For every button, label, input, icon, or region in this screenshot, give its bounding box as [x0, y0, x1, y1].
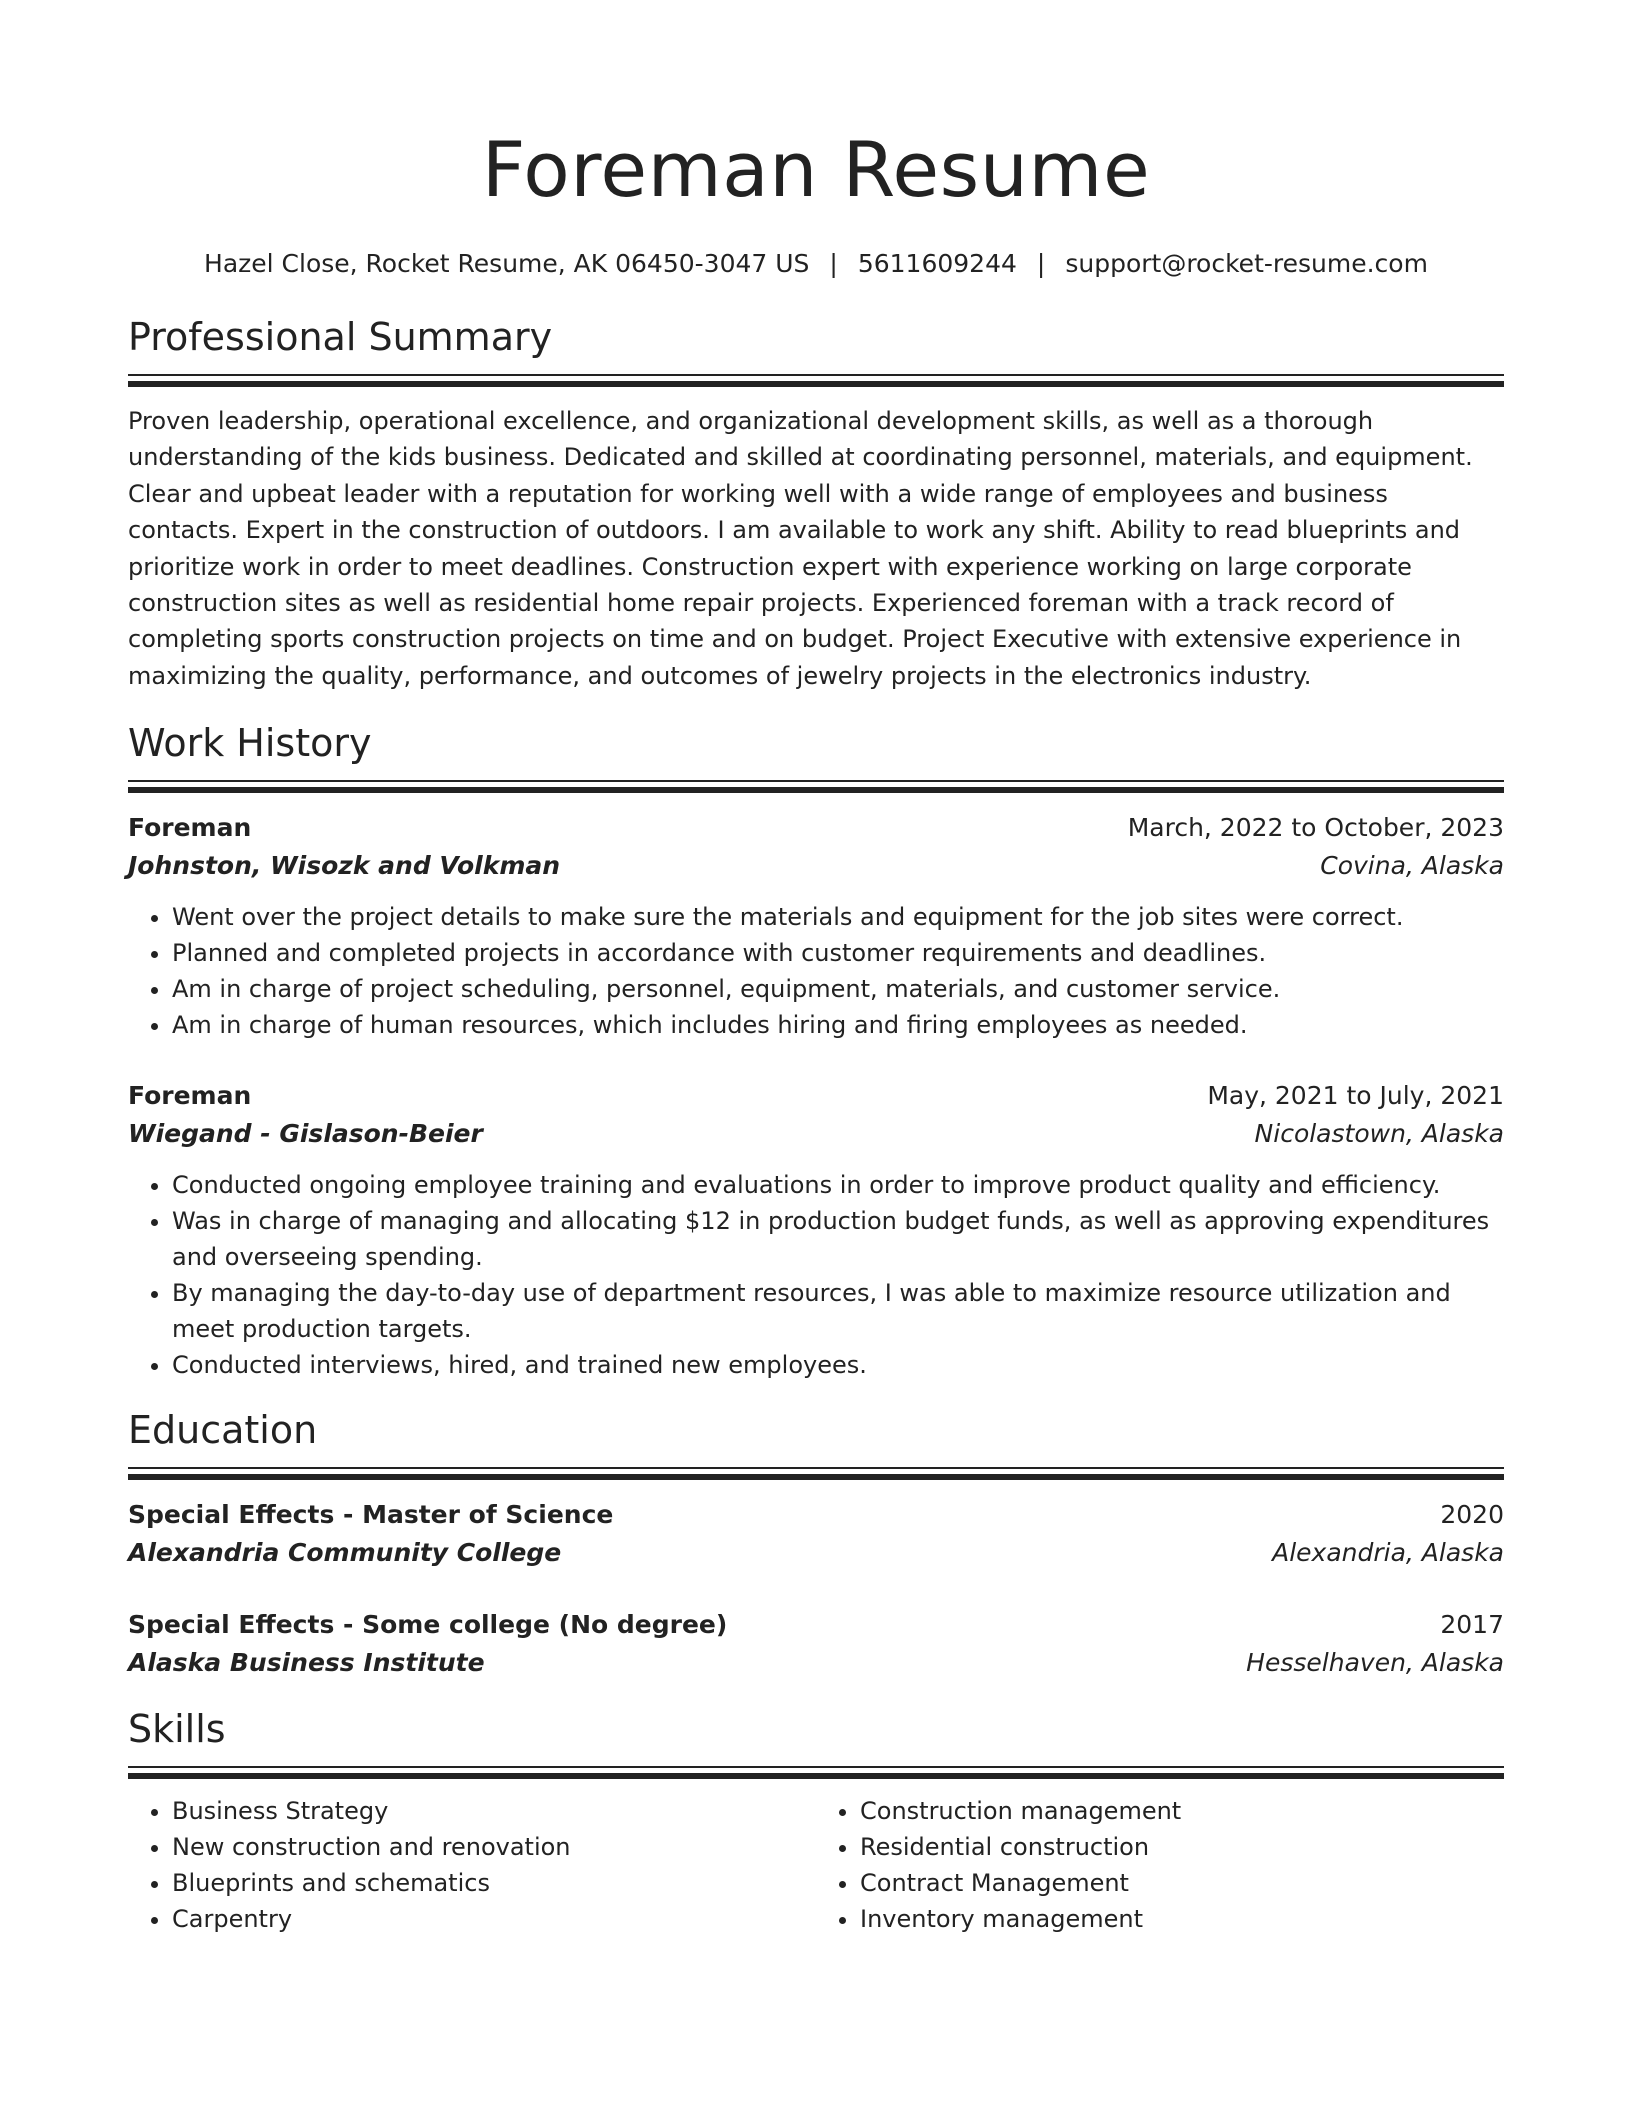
- list-item: • Am in charge of project scheduling, personnel, equipment, materials, and customer service.: [172, 971, 1504, 1007]
- section-divider: [128, 780, 1504, 793]
- skill-item: • Carpentry: [172, 1901, 816, 1937]
- contact-separator: |: [829, 249, 838, 278]
- skill-item: • Business Strategy: [172, 1793, 816, 1829]
- job-location: Covina, Alaska: [1320, 851, 1504, 881]
- section-heading-work: Work History: [128, 721, 372, 766]
- contact-phone: 5611609244: [857, 249, 1017, 278]
- list-item: • Conducted ongoing employee training and evaluations in order to improve product quality and efficiency.: [172, 1167, 1504, 1203]
- job-title: Foreman: [128, 1081, 252, 1111]
- skills-grid: [128, 1793, 1504, 1937]
- job-title: Foreman: [128, 813, 252, 843]
- education-degree: Special Effects - Master of Science: [128, 1500, 614, 1530]
- section-heading-skills: Skills: [128, 1707, 226, 1752]
- job-bullets: [128, 1167, 1504, 1383]
- education-school-row: [128, 1644, 1504, 1682]
- contact-email: support@rocket-resume.com: [1065, 249, 1428, 278]
- education-location: Alexandria, Alaska: [1272, 1538, 1504, 1568]
- job-dates: March, 2022 to October, 2023: [1127, 813, 1504, 843]
- education-year: 2020: [1440, 1500, 1504, 1530]
- section-divider: [128, 1467, 1504, 1480]
- skills-list-right: [816, 1793, 1504, 1937]
- job-company-row: [128, 1115, 1504, 1153]
- job-location: Nicolastown, Alaska: [1254, 1119, 1504, 1149]
- skill-item: • Inventory management: [860, 1901, 1504, 1937]
- education-header-row: [128, 1496, 1504, 1534]
- job-entry: [128, 809, 1504, 1043]
- section-heading-education: Education: [128, 1408, 318, 1453]
- skill-item: • Residential construction: [860, 1829, 1504, 1865]
- resume-title: Foreman Resume: [481, 125, 1151, 214]
- skills-section: [128, 1704, 1504, 1937]
- education-entry: [128, 1496, 1504, 1572]
- education-school-row: [128, 1534, 1504, 1572]
- list-item: • By managing the day-to-day use of department resources, I was able to maximize resource utilization and meet production targets.: [172, 1275, 1504, 1347]
- education-header-row: [128, 1606, 1504, 1644]
- skills-list-left: [128, 1793, 816, 1937]
- education-entry: [128, 1606, 1504, 1682]
- job-header-row: [128, 809, 1504, 847]
- section-divider: [128, 374, 1504, 387]
- skill-item: • Blueprints and schematics: [172, 1865, 816, 1901]
- list-item: • Am in charge of human resources, which includes hiring and firing employees as needed.: [172, 1007, 1504, 1043]
- job-company: Johnston, Wisozk and Volkman: [128, 851, 561, 881]
- list-item: • Planned and completed projects in accordance with customer requirements and deadlines.: [172, 935, 1504, 971]
- education-school: Alaska Business Institute: [128, 1648, 485, 1678]
- list-item: • Was in charge of managing and allocating $12 in production budget funds, as well as approving expenditures and overseeing spending.: [172, 1203, 1504, 1275]
- education-location: Hesselhaven, Alaska: [1246, 1648, 1504, 1678]
- section-divider: [128, 1766, 1504, 1779]
- summary-section: [128, 312, 1504, 694]
- contact-address: Hazel Close, Rocket Resume, AK 06450-3047 US: [204, 249, 810, 278]
- education-degree: Special Effects - Some college (No degree): [128, 1610, 728, 1640]
- education-year: 2017: [1440, 1610, 1504, 1640]
- education-school: Alexandria Community College: [128, 1538, 562, 1568]
- skill-item: • Construction management: [860, 1793, 1504, 1829]
- skill-item: • Contract Management: [860, 1865, 1504, 1901]
- list-item: • Conducted interviews, hired, and trained new employees.: [172, 1347, 1504, 1383]
- job-header-row: [128, 1077, 1504, 1115]
- job-bullets: [128, 899, 1504, 1043]
- job-dates: May, 2021 to July, 2021: [1207, 1081, 1504, 1111]
- contact-line: [128, 246, 1504, 282]
- job-entry: [128, 1077, 1504, 1383]
- list-item: • Went over the project details to make sure the materials and equipment for the job sites were correct.: [172, 899, 1504, 935]
- education-section: [128, 1405, 1504, 1682]
- summary-text: Proven leadership, operational excellence, and organizational development skills, as well as a thorough understanding of the kids business. Dedicated and skilled at coordinating personnel, materials, and equipment. Clear and upbeat leader with a reputation for working well with a wide range of employees and business contacts. Expert in the construction of outdoors. I am available to work any shift. Ability to read blueprints and prioritize work in order to meet deadlines. Construction expert with experience working on large corporate construction sites as well as residential home repair projects. Experienced foreman with a track record of completing sports construction projects on time and on budget. Project Executive with extensive experience in maximizing the quality, performance, and outcomes of jewelry projects in the electronics industry.: [128, 407, 1473, 690]
- work-section: [128, 718, 1504, 1383]
- section-heading-summary: Professional Summary: [128, 315, 553, 359]
- contact-separator: |: [1036, 249, 1046, 278]
- job-company: Wiegand - Gislason-Beier: [128, 1119, 483, 1149]
- skill-item: • New construction and renovation: [172, 1829, 816, 1865]
- job-company-row: [128, 847, 1504, 885]
